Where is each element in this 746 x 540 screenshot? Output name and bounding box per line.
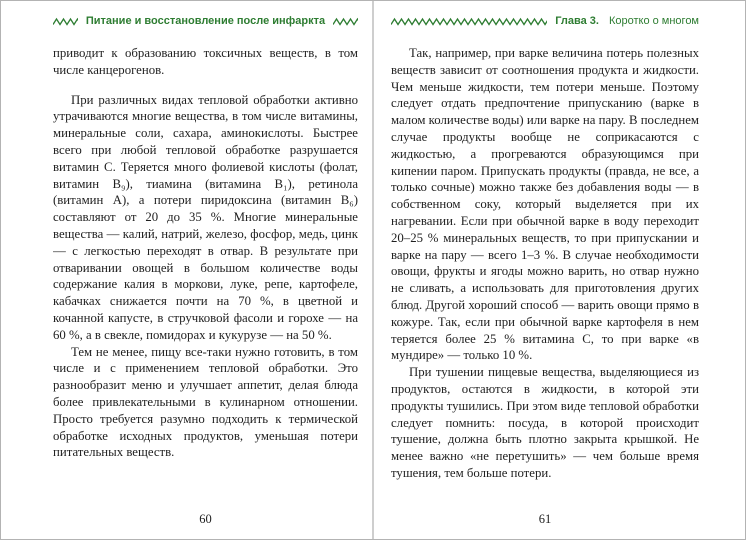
paragraph: При различных видах тепловой обработки активно утрачиваются многие вещества, в том числе витамины, минеральные соли, сахара, аминокислоты. Быстрее всего при любой тепловой обработке разрушается витамин С. Теряется много фолиевой кислоты (фолат, витамин В₉), тиамина (витамина В₁), ретинола (витамин А), а потери пиридоксина (витамин В₆) составляют от 20 до 35 %. Многие минеральные вещества — калий, натрий, железо, фосфор, медь, цинк — с легкостью переходят в отвар. В результате при отваривании овощей в большом количестве воды содержание калия в моркови, луке, репе, картофеле, кабачках снижается почти на 70 %, в цветной и кочанной капусте, в стручковой фасоли и горохе — на 60 %, а в свекле, помидорах и кукурузе — на 50 %. [53, 92, 358, 342]
right-page-text [391, 45, 699, 482]
running-head-title: Питание и восстановление после инфаркта [85, 15, 326, 27]
zigzag-ornament-right [333, 17, 358, 26]
chapter-label: Глава 3. [555, 15, 599, 27]
paragraph: При тушении пищевые вещества, выделяющиеся из продуктов, остаются в жидкости, в которой эти продукты тушились. При этом виде тепловой обработки следует помнить: посуда, в которой происходит тушение, должна быть плотно закрыта крышкой. Не менее важно «не перетушить» — чем больше время тушения, тем больше потери. [391, 365, 699, 480]
left-page-text [53, 45, 358, 461]
zigzag-ornament [391, 17, 547, 26]
page-left [1, 1, 372, 539]
page-right [374, 1, 745, 539]
page-number-right: 61 [538, 512, 552, 526]
zigzag-ornament-left [53, 17, 78, 26]
running-head-left [53, 13, 358, 29]
running-head-right [391, 13, 699, 29]
chapter-title: Коротко о многом [608, 15, 699, 27]
paragraph: Так, например, при варке величина потерь полезных веществ зависит от соотношения продукта и жидкости. Чем меньше жидкости, тем потери меньше. Поэтому следует отдать предпочтение припусканию (варке в малом количестве воды) или варке на пару. В последнем случае продукты вообще не соприкасаются с жидкостью, а прогреваются образующимся при кипении паром. Припускать продукты (правда, не все, а только сочные) можно также без добавления воды — в собственном соку, который выделяется при их нагревании. Если при обычной варке в воду переходит 20–25 % минеральных веществ, то при припускании и варке на пару — всего 1–3 %. В случае необходимости овощи, фрукты и ягоды можно варить, но отвар нужно не сливать, а использовать для приготовления других блюд. Другой хороший способ — варить овощи прямо в кожуре. Так, если при обычной варке картофеля в нем теряется более 25 % витамина С, то при варке «в мундире» — только 10 %. [391, 46, 699, 363]
paragraph: Тем не менее, пищу все-таки нужно готовить, в том числе и с применением тепловой обработки. Это разнообразит меню и улучшает аппетит, делая блюда более привлекательными в кулинарном отношении. Просто требуется разумно подходить к термической обработке исходных продуктов, уменьшая потери питательных веществ. [53, 344, 358, 460]
paragraph: приводит к образованию токсичных веществ, в том числе канцерогенов. [53, 46, 358, 77]
page-number-left: 60 [199, 512, 212, 526]
